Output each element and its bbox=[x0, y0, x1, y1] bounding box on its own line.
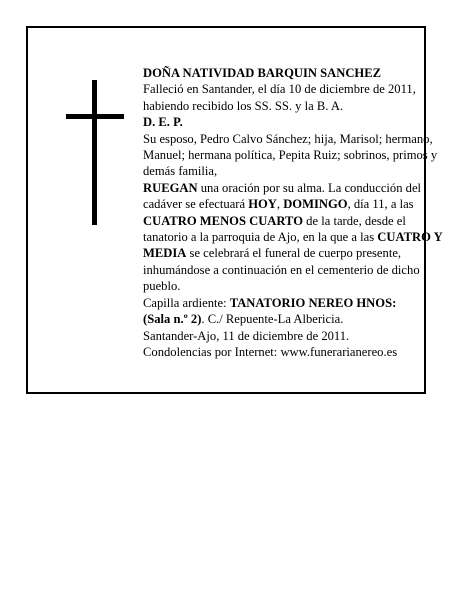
capilla-line: Capilla ardiente: TANATORIO NEREO HNOS: (Sala n.º 2). C./ Repuente-La Albericia. bbox=[143, 295, 397, 327]
tanatorio-name: TANATORIO NEREO HNOS: bbox=[229, 295, 397, 310]
death-line: Falleció en Santander, el día 10 de diciembre de 2011, habiendo recibido los SS. SS. y la B. A. bbox=[143, 82, 416, 113]
place-date: Santander-Ajo, 11 de diciembre de 2011. bbox=[143, 328, 350, 343]
sala-text: (Sala n.º 2) bbox=[143, 312, 202, 327]
cuatro-media-text: CUATRO Y MEDIA bbox=[143, 230, 443, 261]
condolences-line: Condolencias por Internet: www.funerarianereo.es bbox=[143, 344, 398, 359]
cross-icon-bar bbox=[66, 114, 124, 119]
cuatro-menos-text: CUATRO MENOS CUARTO bbox=[143, 213, 304, 228]
deceased-name: DOÑA NATIVIDAD BARQUIN SANCHEZ bbox=[143, 66, 382, 80]
hoy-text: HOY bbox=[248, 197, 277, 212]
obituary-notice bbox=[26, 26, 443, 394]
cross-icon bbox=[92, 80, 97, 225]
family-line: Su esposo, Pedro Calvo Sánchez; hija, Marisol; hermano, Manuel; hermana política, Pepita Ruiz; sobrinos, primos y demás familia, bbox=[143, 131, 438, 179]
domingo-text: DOMINGO bbox=[283, 197, 348, 212]
ruegan-text: RUEGAN bbox=[143, 180, 198, 195]
dep-line: D. E. P. bbox=[143, 115, 183, 130]
obituary-text bbox=[143, 65, 448, 360]
ceremony-paragraph: RUEGAN una oración por su alma. La conducción del cadáver se efectuará HOY, DOMINGO, día 11, a las CUATRO MENOS CUARTO de la tarde, desde el tanatorio a la parroquia de Ajo, en la que a las CUATRO Y MEDIA se celebrará el funeral de cuerpo presente, inhumándose a continuación en el cementerio de dicho pueblo. bbox=[143, 180, 443, 294]
